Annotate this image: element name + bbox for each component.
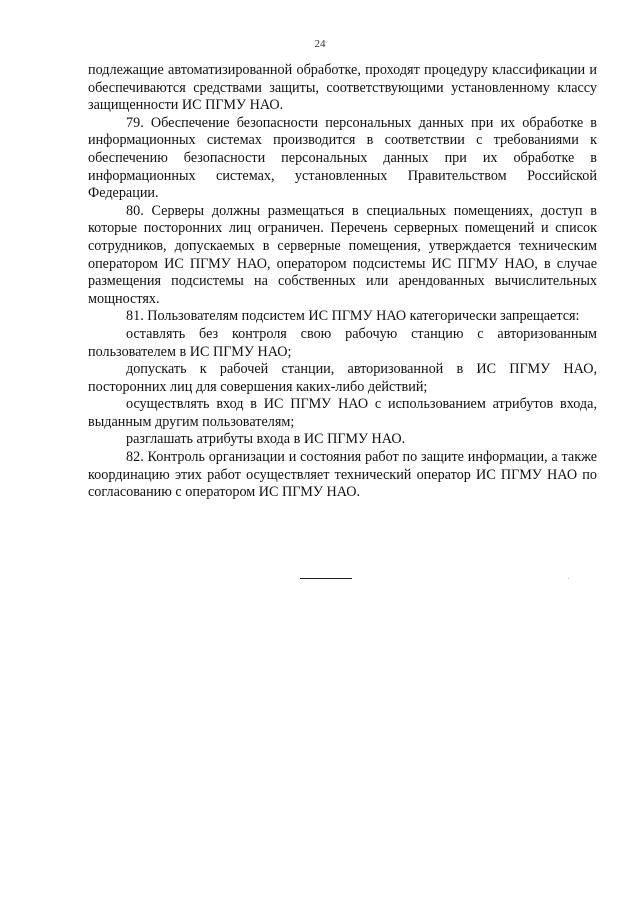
scan-speck	[568, 578, 569, 579]
list-item-unauthorized-access: допускать к рабочей станции, авторизованной в ИС ПГМУ НАО, посторонних лиц для совершения каких-либо действий;	[88, 361, 597, 395]
end-separator-line	[300, 578, 352, 579]
paragraph-79: 79. Обеспечение безопасности персональных данных при их обработке в информационных системах производится в соответствии с требованиями к обеспечению безопасности персональных данных при их обработке в информационных системах, установленных Правительством Российской Федерации.	[88, 114, 597, 202]
paragraph-80: 80. Серверы должны размещаться в специальных помещениях, доступ в которые посторонних лиц ограничен. Перечень серверных помещений и список сотрудников, допускаемых в серверные помещения, утверждается техническим оператором ИС ПГМУ НАО, оператором подсистемы ИС ПГМУ НАО, в случае размещения подсистемы на собственных или арендованных вычислительных мощностях.	[88, 202, 597, 307]
paragraph-81: 81. Пользователям подсистем ИС ПГМУ НАО категорически запрещается:	[126, 308, 580, 325]
document-body	[88, 62, 597, 502]
list-item-foreign-credentials: осуществлять вход в ИС ПГМУ НАО с использованием атрибутов входа, выданным другим пользователям;	[88, 396, 597, 430]
paragraph-82: 82. Контроль организации и состояния работ по защите информации, а также координацию этих работ осуществляет технический оператор ИС ПГМУ НАО по согласованию с оператором ИС ПГМУ НАО.	[88, 449, 597, 501]
paragraph-continuation: подлежащие автоматизированной обработке, проходят процедуру классификации и обеспечиваются средствами защиты, соответствующими установленному классу защищенности ИС ПГМУ НАО.	[88, 62, 597, 114]
list-item-disclose-credentials: разглашать атрибуты входа в ИС ПГМУ НАО.	[126, 431, 406, 448]
page-number: 24	[314, 38, 326, 50]
list-item-unattended-workstation: оставлять без контроля свою рабочую станцию с авторизованным пользователем в ИС ПГМУ НАО;	[88, 325, 597, 360]
